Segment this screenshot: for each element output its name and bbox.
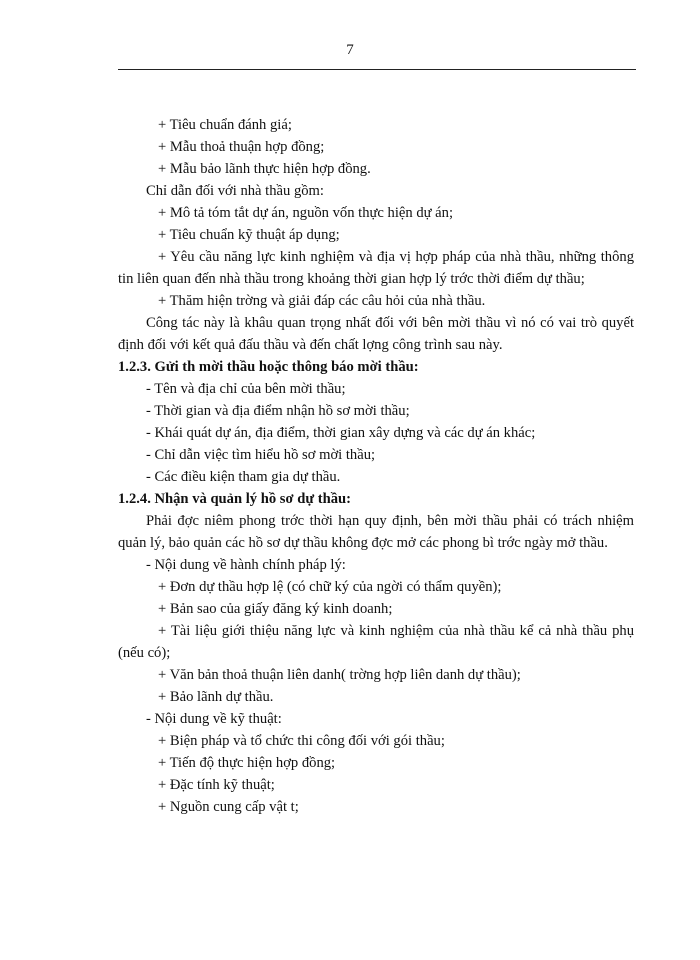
bullet-paragraph: + Yêu cầu năng lực kinh nghiệm và địa vị hợp pháp của nhà thầu, những thông tin liên quan đến nhà thầu trong khoảng thời gian hợp lý trớc thời điểm dự thầu;: [118, 249, 634, 287]
bullet-line: + Mẫu bảo lãnh thực hiện hợp đồng.: [158, 161, 371, 177]
dash-line: - Nội dung về hành chính pháp lý:: [146, 557, 346, 573]
body-paragraph: Công tác này là khâu quan trọng nhất đối với bên mời thầu vì nó có vai trò quyết định đối với kết quả đấu thầu và đến chất lợng công trình sau này.: [118, 315, 634, 353]
bullet-line: + Nguồn cung cấp vật t;: [158, 799, 299, 815]
bullet-line: + Bản sao của giấy đăng ký kinh doanh;: [158, 601, 393, 617]
bullet-paragraph: + Tài liệu giới thiệu năng lực và kinh nghiệm của nhà thầu kể cả nhà thầu phụ (nếu có);: [118, 623, 634, 661]
bullet-line: + Tiêu chuẩn đánh giá;: [158, 117, 292, 133]
page-number: 7: [346, 42, 354, 58]
bullet-line: + Tiêu chuẩn kỹ thuật áp dụng;: [158, 227, 340, 243]
paragraph-line: Chỉ dẫn đối với nhà thầu gồm:: [146, 183, 324, 199]
bullet-line: + Biện pháp và tổ chức thi công đối với gói thầu;: [158, 733, 445, 749]
document-body: [118, 114, 634, 818]
section-heading: 1.2.3. Gửi th mời thầu hoặc thông báo mời thầu:: [118, 359, 419, 375]
bullet-line: + Văn bản thoả thuận liên danh( trờng hợp liên danh dự thầu);: [158, 667, 521, 683]
dash-line: - Nội dung về kỹ thuật:: [146, 711, 282, 727]
header-rule: [118, 69, 636, 70]
dash-line: - Thời gian và địa điểm nhận hồ sơ mời thầu;: [146, 403, 410, 419]
dash-line: - Khái quát dự án, địa điểm, thời gian xây dựng và các dự án khác;: [146, 425, 536, 441]
dash-line: - Chỉ dẫn việc tìm hiểu hồ sơ mời thầu;: [146, 447, 376, 463]
bullet-line: + Bảo lãnh dự thầu.: [158, 689, 274, 705]
body-paragraph: Phải đợc niêm phong trớc thời hạn quy định, bên mời thầu phải có trách nhiệm quản lý, bảo quản các hồ sơ dự thầu không đợc mở các phong bì trớc ngày mở thầu.: [118, 513, 634, 551]
dash-line: - Tên và địa chỉ của bên mời thầu;: [146, 381, 346, 397]
dash-line: - Các điều kiện tham gia dự thầu.: [146, 469, 341, 485]
bullet-line: + Thăm hiện trờng và giải đáp các câu hỏi của nhà thầu.: [158, 293, 486, 309]
bullet-line: + Mô tả tóm tắt dự án, nguồn vốn thực hiện dự án;: [158, 205, 454, 221]
bullet-line: + Đơn dự thầu hợp lệ (có chữ ký của ngời có thẩm quyền);: [158, 579, 502, 595]
section-heading: 1.2.4. Nhận và quản lý hồ sơ dự thầu:: [118, 491, 351, 507]
bullet-line: + Tiến độ thực hiện hợp đồng;: [158, 755, 336, 771]
bullet-line: + Đặc tính kỹ thuật;: [158, 777, 275, 793]
bullet-line: + Mẫu thoả thuận hợp đồng;: [158, 139, 325, 155]
